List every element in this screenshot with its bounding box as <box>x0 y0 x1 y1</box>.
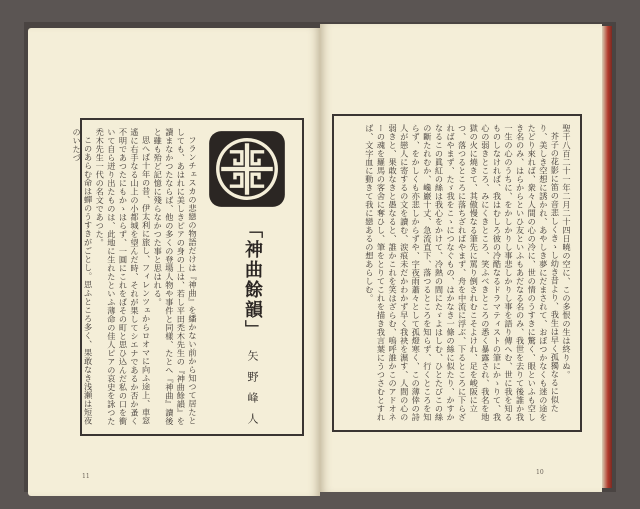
page-number: 10 <box>536 469 544 476</box>
right-page <box>320 24 602 492</box>
author-name: 矢野峰人 <box>246 350 259 434</box>
paragraph: 聖千八百二十一年二月二十四日曉の空に、この多恨の生は終りぬ。 <box>562 124 572 379</box>
left-body-text <box>70 128 198 428</box>
left-page <box>28 28 320 496</box>
paragraph: このあらむ命は蟬のうすきがごとし。思ふところ多く、果敢なき浅瀬は短夜のいたづ <box>72 128 94 426</box>
book-edge <box>602 26 612 488</box>
open-book <box>24 22 616 492</box>
left-text-frame <box>72 118 304 436</box>
page-number: 11 <box>82 473 90 480</box>
paragraph: 思へば十年の昔、伊太利に旅し、フィレンツェからロオマに向ふ途上、車窓遙に右手なる山上の小都城を望んだ時、それが果してシエナであるか否か蚤く不明であつたにもかゝはらず、一圓にこれをばその町と思ひ込んだ私の口を衝いて自ら迸り出たものは、此地に生れたといふ薄命の佳人ピアの哀史を詠つた禿木先生一代の名文であつた。 <box>95 128 152 426</box>
decorative-emblem-icon <box>204 126 290 212</box>
right-body-text <box>363 124 572 424</box>
right-text-frame <box>332 114 582 432</box>
paragraph: フランチェスカの悲戀の物語だけは『神曲』を繙かない前から知つて居たとしても、あはれに美しきピアの身の上は、若し平田禿木先生の『神曲餘韻』を讀まなかつたならば、他の多くの登場人物や事件と同樣、たとへ『神曲』讀後と雖も殆ど記憶に殘らなかつた事と思はれる。 <box>153 128 198 426</box>
article-title: 「神曲餘韻」 <box>242 220 263 340</box>
paragraph: 芥子の花影に笛の音悲しくきゝし幼き昔より、我生は早く孤獨なるに似たり、美しき空想に誘かれ、あやしき夢にだまされて、おぼつかなくも迷の途をたどり來れば、衆々人間の心の冷に、世の情のうすきに驚く、眼といふも空しき名のみ、はらからといひ友といふもあだなる名のみ、我世を去りて後誰か我一生の心のうちに、をかしかりし事悲しかりし事を語り傳へむ、世に我を知るものしなければ、我はむしろ彼の冷酷なるドラマティストの筆にかゝりて、我心の弱きところ、みにくきところ、笑ふべきところの悉く暴露され、我名を地獄の火に燒きて、其傲慢なる筆先に罵り倒されむこそよけれ、足を峻阪に立つ、落つるところに落ちざればやまず、舟を中流に浮ぶ、下るところに下らざればやまず、たゞ我をこゝにつなぐもの、はかなき一條の絲に似たり、かすかなるこの眞紅の絲は我心をかけて、冷熱の間にたゞよはしむ、ひとたびこの絲の斷たれむか、巉巖十丈、急流直下、落つるところを知らず、行くところを知らず、をかしくも亦悲しからずや、字夜雨蕭々として孤燈寒く、この薄倖の詩人が戀人に寄するの文を讀む、涙痕未だかわかず早く我袂を濕す、人間の心の弱きと、果敢なきと愚なると、誰かこれを笑はざらむ、嗚呼誰かこのアドオネーの魂を羅馬の客舍に奪ひし、筆をとりてこれを描き我言葉にうつさむとすれば、文字血に動きて我に戀あるの想あらしむ。 <box>364 124 561 422</box>
